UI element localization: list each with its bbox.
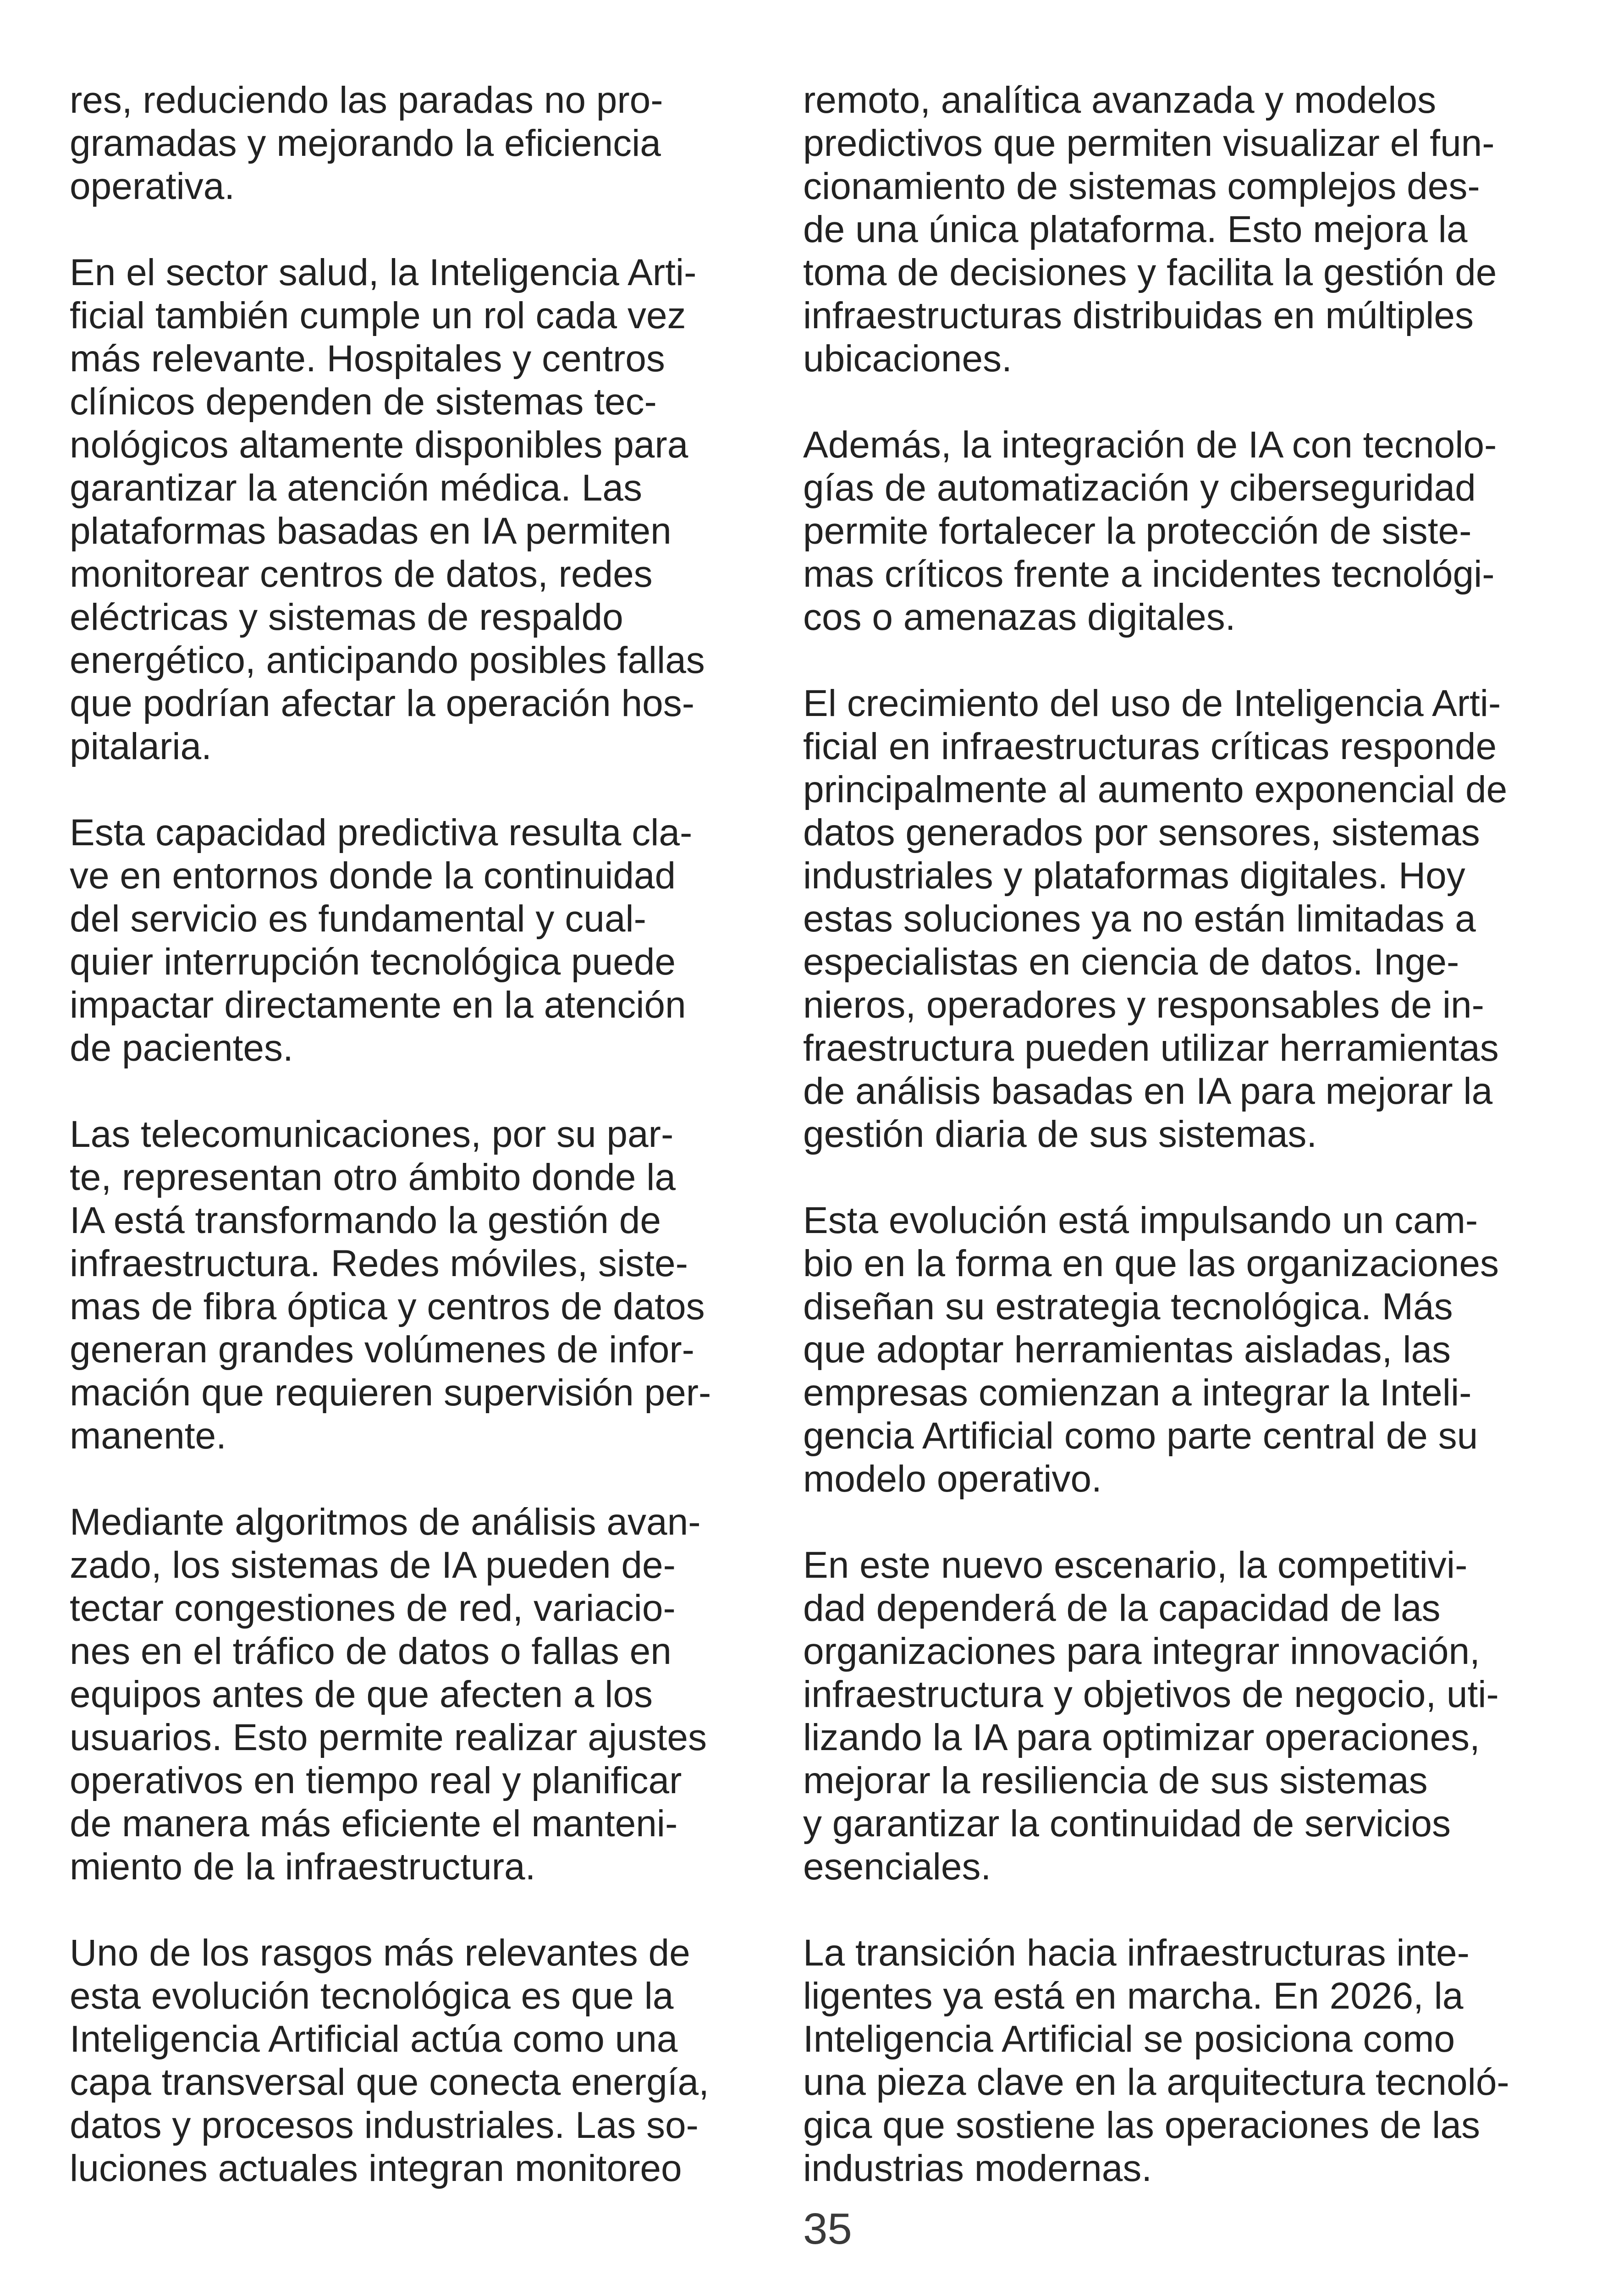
paragraph	[803, 79, 1555, 380]
text-line: ve en entornos donde la continuidad	[70, 855, 676, 897]
text-line: de análisis basadas en IA para mejorar la	[803, 1070, 1493, 1112]
paragraph	[803, 1932, 1555, 2190]
text-line: toma de decisiones y facilita la gestión de	[803, 252, 1497, 293]
text-line: más relevante. Hospitales y centros	[70, 338, 665, 380]
paragraph-gap	[803, 1156, 1555, 1199]
text-line: manente.	[70, 1415, 226, 1457]
paragraph-gap	[803, 380, 1555, 424]
text-line: bio en la forma en que las organizaciones	[803, 1243, 1499, 1284]
text-line: La transición hacia infraestructuras inte-	[803, 1932, 1470, 1974]
text-line: mación que requieren supervisión per-	[70, 1372, 711, 1414]
text-line: industriales y plataformas digitales. Hoy	[803, 855, 1465, 897]
text-line: de una única plataforma. Esto mejora la	[803, 209, 1468, 250]
text-line: cionamiento de sistemas complejos des-	[803, 165, 1480, 207]
paragraph	[803, 424, 1555, 639]
text-line: garantizar la atención médica. Las	[70, 467, 642, 509]
text-line: usuarios. Esto permite realizar ajustes	[70, 1717, 707, 1758]
text-line: ficial en infraestructuras críticas responde	[803, 726, 1497, 767]
text-line: industrias modernas.	[803, 2147, 1152, 2189]
text-line: Esta evolución está impulsando un cam-	[803, 1200, 1478, 1241]
text-line: clínicos dependen de sistemas tec-	[70, 381, 657, 423]
text-line: gestión diaria de sus sistemas.	[803, 1113, 1317, 1155]
text-line: nes en el tráfico de datos o fallas en	[70, 1630, 672, 1672]
text-line: ficial también cumple un rol cada vez	[70, 295, 686, 336]
text-line: dad dependerá de la capacidad de las	[803, 1587, 1441, 1629]
text-line: Mediante algoritmos de análisis avan-	[70, 1501, 701, 1543]
text-line: permite fortalecer la protección de siste-	[803, 510, 1472, 552]
text-line: impactar directamente en la atención	[70, 984, 686, 1026]
paragraph	[803, 1199, 1555, 1501]
text-line: Uno de los rasgos más relevantes de	[70, 1932, 690, 1974]
paragraph-gap	[803, 1501, 1555, 1544]
text-line: El crecimiento del uso de Inteligencia Arti-	[803, 683, 1501, 724]
text-line: y garantizar la continuidad de servicios	[803, 1803, 1451, 1845]
text-line: ligentes ya está en marcha. En 2026, la	[803, 1975, 1464, 2017]
paragraph	[70, 811, 821, 1070]
text-line: gías de automatización y ciberseguridad	[803, 467, 1476, 509]
text-line: energético, anticipando posibles fallas	[70, 639, 705, 681]
text-line: nológicos altamente disponibles para	[70, 424, 688, 466]
text-line: En el sector salud, la Inteligencia Arti-	[70, 252, 697, 293]
paragraph	[70, 1501, 821, 1889]
text-line: de manera más eficiente el manteni-	[70, 1803, 678, 1845]
paragraph	[70, 1932, 821, 2190]
text-line: zado, los sistemas de IA pueden de-	[70, 1544, 676, 1586]
paragraph-gap	[70, 1889, 821, 1932]
text-line: gencia Artificial como parte central de su	[803, 1415, 1478, 1457]
text-line: principalmente al aumento exponencial de	[803, 769, 1508, 810]
text-line: que podrían afectar la operación hos-	[70, 683, 695, 724]
text-line: mas críticos frente a incidentes tecnológi-	[803, 553, 1495, 595]
text-line: monitorear centros de datos, redes	[70, 553, 653, 595]
right-column	[803, 79, 1555, 2190]
paragraph-gap	[803, 1889, 1555, 1932]
text-line: eléctricas y sistemas de respaldo	[70, 596, 623, 638]
text-line: esta evolución tecnológica es que la	[70, 1975, 674, 2017]
text-line: Inteligencia Artificial se posiciona como	[803, 2018, 1455, 2060]
text-line: mas de fibra óptica y centros de datos	[70, 1286, 705, 1327]
text-line: datos generados por sensores, sistemas	[803, 812, 1480, 853]
text-line: tectar congestiones de red, variacio-	[70, 1587, 676, 1629]
text-line: operativos en tiempo real y planificar	[70, 1760, 682, 1801]
page-number: 35	[803, 2204, 852, 2253]
paragraph-gap	[70, 1070, 821, 1113]
text-line: empresas comienzan a integrar la Inteli-	[803, 1372, 1472, 1414]
text-line: quier interrupción tecnológica puede	[70, 941, 676, 983]
text-line: organizaciones para integrar innovación,	[803, 1630, 1480, 1672]
text-line: cos o amenazas digitales.	[803, 596, 1236, 638]
text-line: Además, la integración de IA con tecnolo-	[803, 424, 1497, 466]
text-line: te, representan otro ámbito donde la	[70, 1156, 676, 1198]
paragraph	[70, 79, 821, 208]
text-line: Inteligencia Artificial actúa como una	[70, 2018, 678, 2060]
text-line: gramadas y mejorando la eficiencia	[70, 122, 661, 164]
text-line: generan grandes volúmenes de infor-	[70, 1329, 694, 1371]
text-line: estas soluciones ya no están limitadas a	[803, 898, 1476, 940]
text-line: operativa.	[70, 165, 235, 207]
paragraph	[803, 1544, 1555, 1889]
text-line: esenciales.	[803, 1846, 991, 1888]
text-line: pitalaria.	[70, 726, 212, 767]
text-line: infraestructura y objetivos de negocio, uti-	[803, 1674, 1499, 1715]
text-line: En este nuevo escenario, la competitivi-	[803, 1544, 1468, 1586]
text-line: diseñan su estrategia tecnológica. Más	[803, 1286, 1453, 1327]
text-line: modelo operativo.	[803, 1458, 1102, 1500]
paragraph-gap	[70, 768, 821, 811]
text-line: lizando la IA para optimizar operaciones,	[803, 1717, 1480, 1758]
text-line: gica que sostiene las operaciones de las	[803, 2104, 1480, 2146]
paragraph-gap	[70, 1458, 821, 1501]
text-line: plataformas basadas en IA permiten	[70, 510, 672, 552]
text-line: Esta capacidad predictiva resulta cla-	[70, 812, 693, 853]
text-line: que adoptar herramientas aisladas, las	[803, 1329, 1451, 1371]
paragraph-gap	[70, 208, 821, 251]
text-line: del servicio es fundamental y cual-	[70, 898, 646, 940]
text-line: remoto, analítica avanzada y modelos	[803, 79, 1437, 121]
text-line: infraestructuras distribuidas en múltiples	[803, 295, 1474, 336]
left-column	[70, 79, 821, 2190]
text-line: fraestructura pueden utilizar herramientas	[803, 1027, 1499, 1069]
text-line: predictivos que permiten visualizar el fun-	[803, 122, 1495, 164]
text-line: nieros, operadores y responsables de in-	[803, 984, 1484, 1026]
text-line: miento de la infraestructura.	[70, 1846, 536, 1888]
text-line: datos y procesos industriales. Las so-	[70, 2104, 699, 2146]
text-line: mejorar la resiliencia de sus sistemas	[803, 1760, 1428, 1801]
text-line: especialistas en ciencia de datos. Inge-	[803, 941, 1459, 983]
text-line: capa transversal que conecta energía,	[70, 2061, 709, 2103]
paragraph	[70, 1113, 821, 1458]
text-line: Las telecomunicaciones, por su par-	[70, 1113, 674, 1155]
text-line: infraestructura. Redes móviles, siste-	[70, 1243, 688, 1284]
text-line: luciones actuales integran monitoreo	[70, 2147, 682, 2189]
text-line: res, reduciendo las paradas no pro-	[70, 79, 663, 121]
paragraph	[803, 682, 1555, 1156]
text-line: ubicaciones.	[803, 338, 1012, 380]
text-line: equipos antes de que afecten a los	[70, 1674, 653, 1715]
paragraph	[70, 251, 821, 768]
paragraph-gap	[803, 639, 1555, 682]
text-line: una pieza clave en la arquitectura tecnoló-	[803, 2061, 1509, 2103]
text-line: IA está transformando la gestión de	[70, 1200, 661, 1241]
text-line: de pacientes.	[70, 1027, 293, 1069]
